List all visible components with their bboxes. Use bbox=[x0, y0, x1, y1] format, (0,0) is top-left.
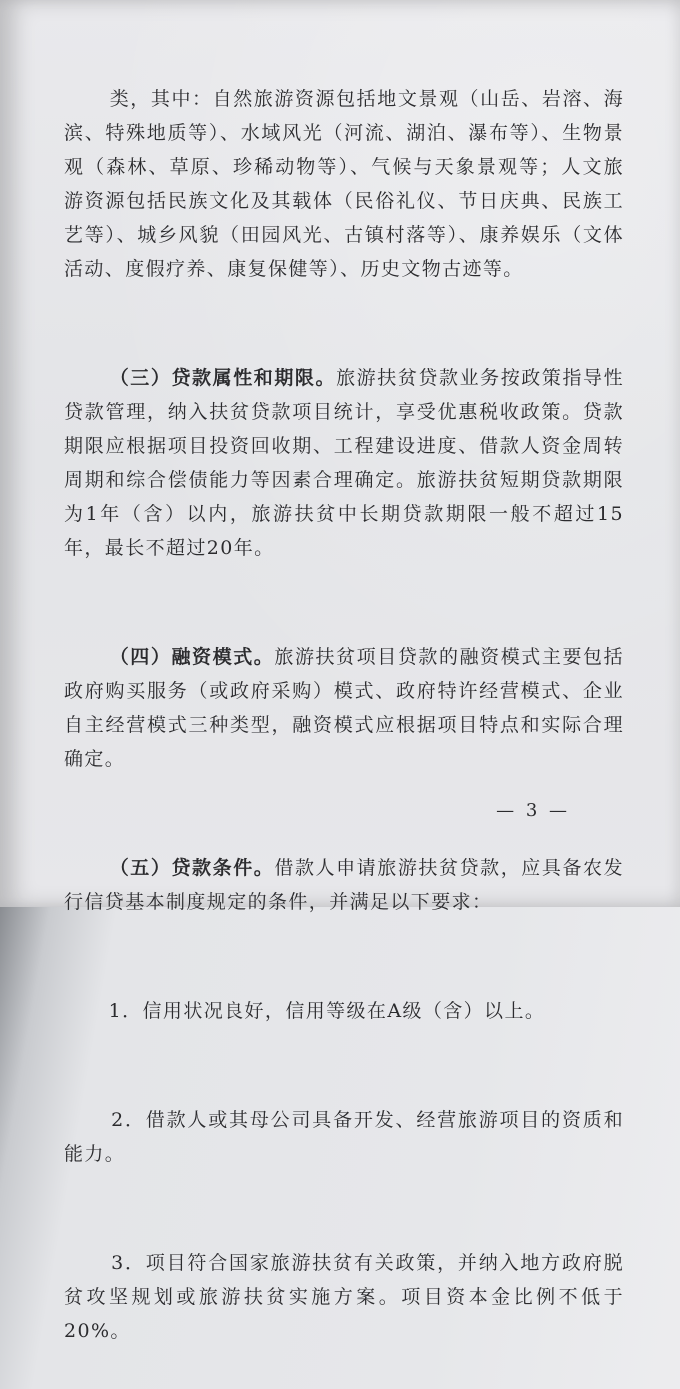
list-item-text: 2．借款人或其母公司具备开发、经营旅游项目的资质和能力。 bbox=[64, 1109, 624, 1165]
paragraph-resource-types bbox=[64, 48, 624, 320]
paragraph-text: 类，其中：自然旅游资源包括地文景观（山岳、岩溶、海滨、特殊地质等）、水域风光（河流、湖泊、瀑布等）、生物景观（森林、草原、珍稀动物等）、气候与天象景观等；人文旅游资源包括民族文化及其载体（民俗礼仪、节日庆典、民族工艺等）、城乡风貌（田园风光、古镇村落等）、康养娱乐（文体活动、度假疗养、康复保健等）、历史文物古迹等。 bbox=[64, 88, 624, 280]
list-item-policy-compliance bbox=[64, 1212, 624, 1382]
paragraph-loan-conditions bbox=[64, 817, 624, 953]
list-item-qualification bbox=[64, 1069, 624, 1205]
paragraph-text: 借款人申请旅游扶贫贷款，应具备农发行信贷基本制度规定的条件，并满足以下要求： bbox=[64, 857, 625, 913]
paragraph-financing-mode bbox=[64, 606, 624, 810]
list-item-credit-status bbox=[64, 960, 624, 1062]
document-body bbox=[64, 48, 624, 1389]
section-heading-financing-mode: （四）融资模式。 bbox=[109, 646, 275, 668]
paragraph-text: 旅游扶贫项目贷款的融资模式主要包括政府购买服务（或政府采购）模式、政府特许经营模式、企业自主经营模式三种类型，融资模式应根据项目特点和实际合理确定。 bbox=[64, 646, 625, 770]
section-heading-loan-conditions: （五）贷款条件。 bbox=[109, 857, 275, 879]
paragraph-text: 旅游扶贫贷款业务按政策指导性贷款管理，纳入扶贫贷款项目统计，享受优惠税收政策。贷款期限应根据项目投资回收期、工程建设进度、借款人资金周转周期和综合偿债能力等因素合理确定。旅游扶贫短期贷款期限为1年（含）以内，旅游扶贫中长期贷款期限一般不超过15年，最长不超过20年。 bbox=[64, 367, 625, 559]
section-heading-loan-term: （三）贷款属性和期限。 bbox=[109, 367, 337, 389]
page-number: — 3 — bbox=[496, 800, 570, 821]
paragraph-loan-term bbox=[64, 327, 624, 599]
list-item-text: 1．信用状况良好，信用等级在A级（含）以上。 bbox=[108, 1000, 546, 1022]
list-item-text: 3．项目符合国家旅游扶贫有关政策，并纳入地方政府脱贫攻坚规划或旅游扶贫实施方案。项目资本金比例不低于20%。 bbox=[64, 1252, 624, 1342]
